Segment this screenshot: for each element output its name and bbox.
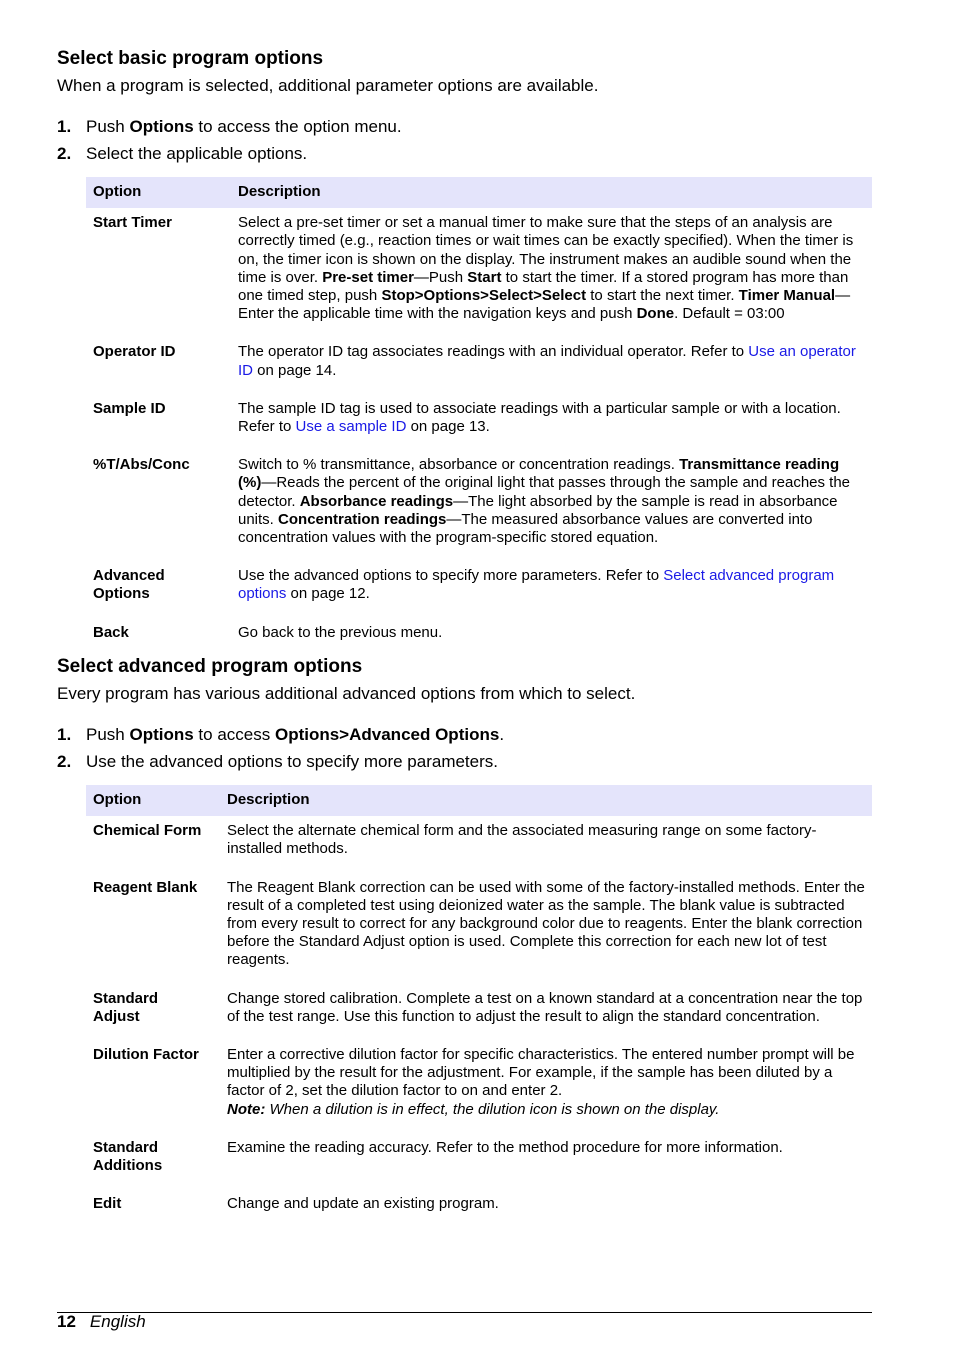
section-advanced-title: Select advanced program options: [57, 656, 363, 677]
advanced-step-1: 1. Push Options to access Options>Advanced Options.: [57, 725, 505, 744]
option-name: Dilution Factor: [93, 1046, 199, 1064]
link-use-operator-id[interactable]: Use an operator ID: [238, 343, 856, 379]
option-description: Change and update an existing program.: [227, 1195, 499, 1213]
option-name: %T/Abs/Conc: [93, 456, 190, 474]
section-advanced-intro: Every program has various additional advanced options from which to select.: [57, 684, 636, 703]
table-row: [86, 337, 872, 393]
table-row: [86, 816, 872, 872]
page-number: 12: [57, 1312, 76, 1331]
column-header-description: Description: [220, 785, 872, 816]
basic-options-table: [86, 177, 872, 656]
table-row: [86, 1189, 872, 1227]
column-header-option: Option: [86, 785, 220, 816]
option-name: Sample ID: [93, 399, 166, 417]
section-basic-title: Select basic program options: [57, 48, 324, 69]
column-header-option: Option: [86, 177, 231, 208]
basic-step-1: 1. Push Options to access the option menu.: [57, 117, 402, 136]
option-description: Go back to the previous menu.: [238, 623, 443, 641]
link-select-advanced-options[interactable]: Select advanced program options: [238, 567, 835, 603]
note-label: Note:: [227, 1100, 266, 1118]
option-name: Advanced Options: [93, 567, 165, 603]
table-row: [86, 208, 872, 337]
option-name: Operator ID: [93, 343, 176, 361]
option-description: Enter a corrective dilution factor for specific characteristics. The entered number prompt will be multiplied by the result for the adjustment. For example, if the sample has been diluted by a factor of 2, set the dilution factor to on and enter 2. Note: When a dilution is in effect, the dilution icon is shown on the display.: [227, 1046, 855, 1118]
option-name: Back: [93, 623, 129, 641]
option-description: Change stored calibration. Complete a test on a known standard at a concentration near the top of the test range. Use this function to adjust the result to align the standard concentration.: [227, 989, 863, 1025]
table-row: [86, 450, 872, 561]
option-description: The Reagent Blank correction can be used with some of the factory-installed methods. Enter the result of a completed test using deionized water as the sample. The blank value is subtracted from every result to correct for any background color due to reagents. Enter the blank correction before the Standard Adjust option is used. Complete this correction for each new lot of test reagents.: [227, 878, 865, 969]
option-description: Examine the reading accuracy. Refer to the method procedure for more information.: [227, 1138, 783, 1156]
basic-step-2: 2. Select the applicable options.: [57, 144, 308, 163]
section-basic-intro: When a program is selected, additional parameter options are available.: [57, 76, 599, 95]
advanced-options-table: [86, 785, 872, 1227]
option-description: The operator ID tag associates readings with an individual operator. Refer to Use an operator ID on page 14.: [238, 343, 856, 379]
column-header-description: Description: [231, 177, 872, 208]
table-row: [86, 394, 872, 450]
table-header-row: [86, 177, 872, 208]
table-header-row: [86, 785, 872, 816]
advanced-step-2: 2. Use the advanced options to specify more parameters.: [57, 752, 498, 771]
option-name: Standard Adjust: [93, 989, 159, 1025]
option-name: Standard Additions: [93, 1138, 163, 1175]
option-description: Use the advanced options to specify more parameters. Refer to Select advanced program options on page 12.: [238, 567, 835, 603]
option-description: Select the alternate chemical form and the associated measuring range on some factory-installed methods.: [227, 822, 817, 858]
table-row: [86, 1133, 872, 1189]
footer-divider: [57, 1312, 872, 1313]
table-row: [86, 618, 872, 656]
page-footer: [57, 1311, 146, 1333]
option-description: Switch to % transmittance, absorbance or concentration readings. Transmittance reading (%)—Reads the percent of the original light that passes through the sample and reaches the detector. Absorbance readings—The light absorbed by the sample is read in absorbance units. Concentration readings—The measured absorbance values are converted into concentration values with the program-specific stored equation.: [238, 456, 851, 547]
option-name: Start Timer: [93, 214, 172, 232]
option-description: The sample ID tag is used to associate readings with a particular sample or with a location. Refer to Use a sample ID on page 13.: [238, 399, 841, 436]
table-row: [86, 1040, 872, 1133]
footer-language: English: [89, 1312, 146, 1331]
option-name: Edit: [93, 1195, 122, 1213]
option-name: Chemical Form: [93, 822, 202, 840]
table-row: [86, 561, 872, 617]
link-use-sample-id[interactable]: Use a sample ID: [295, 418, 407, 436]
option-description: Select a pre-set timer or set a manual timer to make sure that the steps of an analysis are correctly timed (e.g., reaction times or wait times can be exactly specified). When the timer is on, the timer icon is shown on the display. The instrument makes an audible sound when the time is over. Pre-set timer—Push Start to start the timer. If a stored program has more than one timed step, push Stop>Options>Select>Select to start the next timer. Timer Manual—Enter the applicable time with the navigation keys and push Done. Default = 03:00: [238, 214, 854, 323]
table-row: [86, 873, 872, 984]
table-row: [86, 984, 872, 1040]
option-name: Reagent Blank: [93, 878, 198, 896]
